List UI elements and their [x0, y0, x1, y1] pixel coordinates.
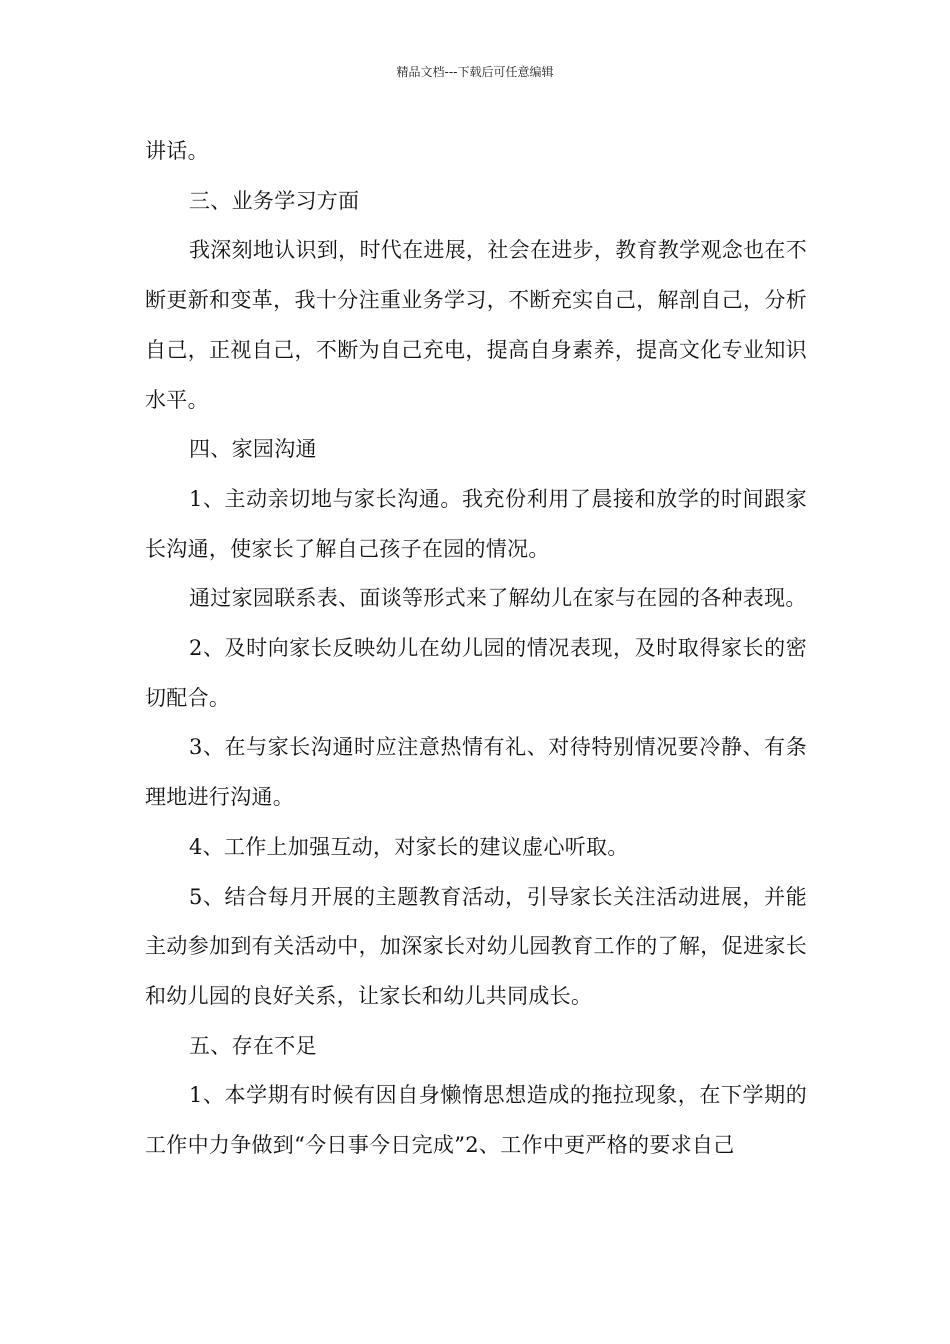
paragraph: 通过家园联系表、面谈等形式来了解幼儿在家与在园的各种表现。	[189, 586, 807, 611]
section-heading: 四、家园沟通	[189, 437, 317, 462]
paragraph: 1、本学期有时候有因自身懒惰思想造成的拖拉现象，在下学期的工作中力争做到“今日事今日完成”2、工作中更严格的要求自己	[145, 1083, 807, 1158]
paragraph: 1、主动亲切地与家长沟通。我充份利用了晨接和放学的时间跟家长沟通，使家长了解自己孩子在园的情况。	[145, 486, 807, 561]
document-body	[145, 127, 807, 1171]
paragraph: 2、及时向家长反映幼儿在幼儿园的情况表现，及时取得家长的密切配合。	[145, 636, 807, 710]
paragraph: 4、工作上加强互动，对家长的建议虚心听取。	[189, 834, 629, 859]
paragraph: 5、结合每月开展的主题教育活动，引导家长关注活动进展，并能主动参加到有关活动中，加深家长对幼儿园教育工作的了解，促进家长和幼儿园的良好关系，让家长和幼儿共同成长。	[145, 884, 807, 1008]
section-heading: 五、存在不足	[189, 1033, 317, 1058]
paragraph: 我深刻地认识到，时代在进展，社会在进步，教育教学观念也在不断更新和变革，我十分注重业务学习，不断充实自己，解剖自己，分析自己，正视自己，不断为自己充电，提高自身素养，提高文化专业知识水平。	[145, 238, 807, 412]
section-heading: 三、业务学习方面	[189, 188, 360, 213]
paragraph: 3、在与家长沟通时应注意热情有礼、对待特别情况要冷静、有条理地进行沟通。	[145, 735, 807, 810]
paragraph: 讲话。	[145, 139, 209, 163]
page-header: 精品文档---下载后可任意编辑	[396, 65, 554, 79]
